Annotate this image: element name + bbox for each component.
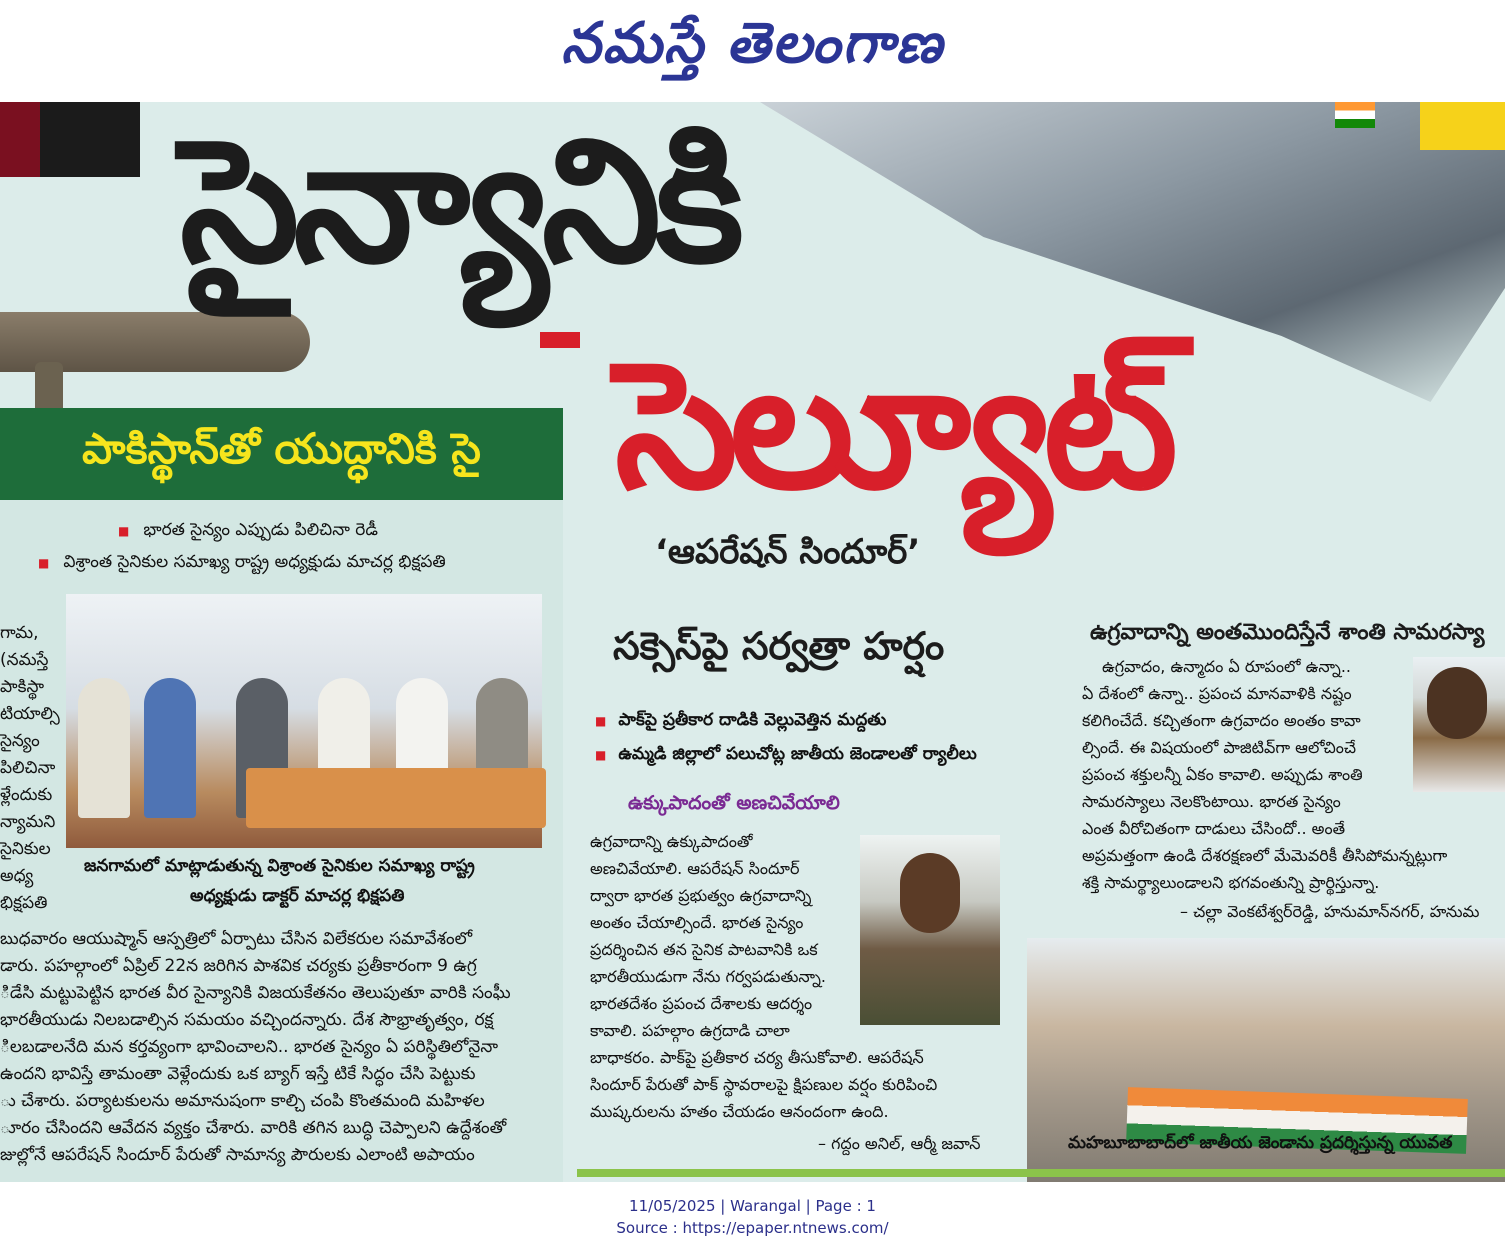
right-line: సామరస్యాలు నెలకొంటాయి. భారత సైన్యం [1082,792,1341,811]
right-line: ల్సిందే. ఈ విషయంలో పాజిటివ్‌గా ఆలోచించే [1082,738,1357,757]
jawan-face [900,853,960,933]
body-line: ూరం చేసిందని ఆవేదన వ్యక్తం చేశారు. వారికి తగిన బుద్ధి చెప్పాలని ఉద్దేశంతో [0,1118,507,1138]
quote-line: సిందూర్ పేరుతో పాక్ స్థావరాలపై క్షిపణుల వర్షం కురిపించి [590,1075,938,1094]
army-jawan-photo [860,835,1000,1025]
center-subhead-1: ‘ఆపరేషన్ సిందూర్’ [655,532,921,572]
bottom-green-rule [577,1169,1505,1177]
right-story-heading: ఉగ్రవాదాన్ని అంతమొందిస్తేనే శాంతి సామరస్యా [1090,620,1485,645]
side-fragment: సైనికుల [0,839,51,859]
side-fragment: టియాల్సి [0,704,60,724]
kicker-text: పాకిస్థాన్‌తో యుద్ధానికి సై [82,424,481,473]
center-bullet: ■ పాక్‌పై ప్రతీకార దాడికి వెల్లువెత్తిన మద్దతు [595,710,886,734]
side-fragment: సైన్యం [0,731,40,751]
person-figure [78,678,130,818]
masthead [0,0,1505,100]
right-signature: – చల్లా వెంకటేశ్వర్‌రెడ్డి, హనుమాన్‌నగర్, హనుమ [1180,902,1480,921]
quote-line: భారతీయుడుగా నేను గర్వపడుతున్నా. [590,967,826,986]
quote-line: అణచివేయాలి. ఆపరేషన్ సిందూర్ [590,859,800,878]
left-bullet: ■ భారత సైన్యం ఎప్పుడు పిలిచినా రెడీ [118,520,378,544]
left-story-kicker [0,408,563,500]
center-bullet: ■ ఉమ్మడి జిల్లాలో పలుచోట్ల జాతీయ జెండాలతో ర్యాలీలు [595,744,977,768]
side-fragment: గామ, [0,623,39,643]
body-line: ు చేశారు. పర్యాటకులను అమానుషంగా కాల్చి చంపి కొంతమంది మహిళల [0,1091,485,1111]
corner-accent [0,102,40,177]
jet-flag-image [1335,102,1375,128]
footer-date-line: 11/05/2025 | Warangal | Page : 1 [629,1197,876,1215]
right-line: కలిగించేదే. కచ్చితంగా ఉగ్రవాదం అంతం కావా [1082,711,1361,730]
person-figure [144,678,196,818]
press-table [246,768,546,828]
masthead-title: నమస్తే తెలంగాణ [561,10,944,76]
side-fragment: అధ్య [0,866,34,886]
left-bullet: ■ విశ్రాంత సైనికుల సమాఖ్య రాష్ట్ర అధ్యక్షుడు మాచర్ల భిక్షపతి [38,552,446,576]
right-line: శక్తి సామర్థ్యాలుండాలని భగవంతున్ని ప్రార్థిస్తున్నా. [1082,873,1380,892]
right-line: ఎంత వీరోచితంగా దాడులు చేసిందో.. అంతే [1082,819,1346,838]
body-line: ిలబడాలనేది మన కర్తవ్యంగా భావించాలని.. భారత సైన్యం ఏ పరిస్థితిలోనైనా [0,1037,499,1057]
body-line: జుల్లోనే ఆపరేషన్ సిందూర్ పేరుతో సామాన్య పౌరులకు ఎలాంటి అపాయం [0,1145,475,1165]
speaker-portrait-photo [1413,657,1505,792]
headline-accent-bar [540,332,580,348]
footer-source-line: Source : https://epaper.ntnews.com/ [616,1219,889,1237]
headline-line-2: సెల్యూట్ [615,325,1171,528]
quote-heading: ఉక్కుపాదంతో అణచివేయాలి [628,792,840,814]
quote-line: అంతం చేయాల్సిందే. భారత సైన్యం [590,913,804,932]
photo-caption-line-2: అధ్యక్షుడు డాక్టర్ మాచర్ల భిక్షపతి [190,886,405,906]
newspaper-page [0,102,1505,1182]
body-line: డారు. పహల్గాంలో ఏప్రిల్ 22న జరిగిన పాశవిక చర్యకు ప్రతీకారంగా 9 ఉగ్ర [0,956,477,976]
quote-line: ఉగ్రవాదాన్ని ఉక్కుపాదంతో [590,832,753,851]
side-fragment: పిలిచినా [0,758,56,778]
side-fragment: (నమస్తే [0,650,49,670]
side-fragment: న్యామని [0,812,56,832]
headline-line-1: సైన్యానికి [180,103,738,301]
body-line: ఉందని భావిస్తే తామంతా వెళ్లేందుకు ఒక బ్యాగ్ ఇస్తే టికే సిద్ధం చేసి పెట్టుకు [0,1064,476,1084]
quote-line: భారతదేశం ప్రపంచ దేశాలకు ఆదర్శం [590,994,813,1013]
quote-line: ప్రదర్శించిన తన సైనిక పాటవానికి ఒక [590,940,818,959]
right-line: అప్రమత్తంగా ఉండి దేశరక్షణలో మేమెవరికీ తీసిపోమన్నట్లుగా [1082,846,1448,865]
side-fragment: భిక్షపతి [0,893,48,913]
left-story [0,408,563,1182]
quote-line: కావాలి. పహల్గాం ఉగ్రదాడి చాలా [590,1021,790,1040]
body-line: ిడేసి మట్టుపెట్టిన భారత వీర సైన్యానికి విజయకేతనం తెలుపుతూ వారికి సంఘీ [0,983,511,1003]
right-line: ఉగ్రవాదం, ఉన్మాదం ఏ రూపంలో ఉన్నా.. [1102,657,1351,676]
press-meet-photo [66,594,542,848]
footer [0,1195,1505,1239]
speaker-face [1427,667,1487,739]
right-line: ప్రపంచ శక్తులన్నీ ఏకం కావాలి. అప్పుడు శాంతి [1082,765,1363,784]
rally-photo-caption: మహబూబాబాద్‌లో జాతీయ జెండాను ప్రదర్శిస్తున్న యువత [1068,1133,1453,1153]
quote-line: ద్వారా భారత ప్రభుత్వం ఉగ్రవాదాన్ని [590,886,812,905]
yellow-corner-block [1420,102,1505,150]
quote-line: ముష్కరులను హతం చేయడం ఆనందంగా ఉంది. [590,1102,889,1121]
quote-signature: – గద్దం అనిల్, ఆర్మీ జవాన్ [818,1134,981,1153]
body-line: బుధవారం ఆయుష్మాన్ ఆస్పత్రిలో ఏర్పాటు చేసిన విలేకరుల సమావేశంలో [0,929,473,949]
center-subhead-2: సక్సెస్‌పై సర్వత్రా హర్షం [613,624,945,668]
side-fragment: పాకిస్థా [0,677,45,697]
right-line: ఏ దేశంలో ఉన్నా.. ప్రపంచ మానవాళికి నష్టం [1082,684,1352,703]
quote-line: బాధాకరం. పాక్‌పై ప్రతీకార చర్య తీసుకోవాలి. ఆపరేషన్ [590,1048,924,1067]
body-line: భారతీయుడు నిలబడాల్సిన సమయం వచ్చిందన్నారు. దేశ సౌభ్రాతృత్వం, రక్ష [0,1010,494,1030]
photo-caption-line-1: జనగామలో మాట్లాడుతున్న విశ్రాంత సైనికుల సమాఖ్య రాష్ట్ర [84,856,475,876]
side-fragment: ళ్లేందుకు [0,785,53,805]
